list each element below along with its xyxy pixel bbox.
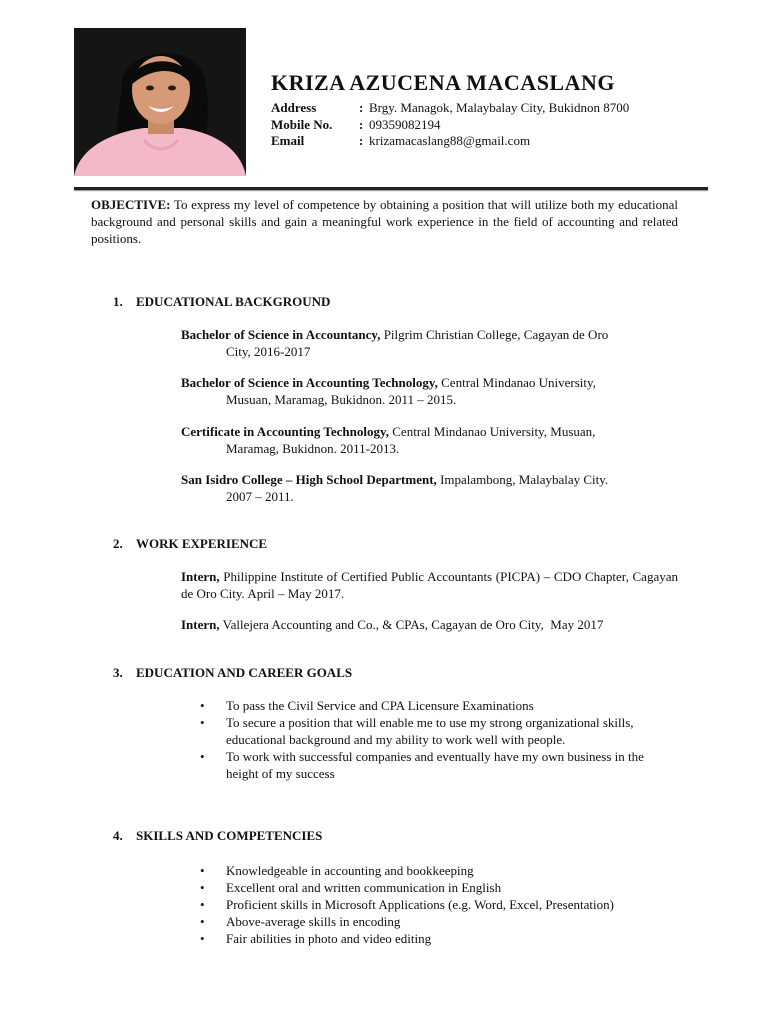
section-heading-work	[113, 536, 267, 552]
degree-name: Bachelor of Science in Accountancy,	[181, 327, 381, 342]
list-item-text: Knowledgeable in accounting and bookkeeping	[226, 863, 474, 878]
mobile-value: 09359082194	[369, 117, 441, 132]
section-title: EDUCATIONAL BACKGROUND	[136, 294, 331, 309]
work-detail: Vallejera Accounting and Co., & CPAs, Cagayan de Oro City, May 2017	[219, 617, 604, 632]
list-item	[198, 714, 678, 748]
bullet-icon: •	[200, 931, 205, 946]
skills-list	[198, 862, 678, 947]
section-heading-goals	[113, 665, 352, 681]
email-label: Email	[271, 133, 305, 148]
school-detail-cont: Musuan, Maramag, Bukidnon. 2011 – 2015.	[226, 392, 457, 407]
list-item-text: Fair abilities in photo and video editing	[226, 931, 432, 946]
list-item-text: To pass the Civil Service and CPA Licensure Examinations	[226, 698, 534, 713]
section-number: 2.	[113, 536, 123, 551]
degree-name: Certificate in Accounting Technology,	[181, 424, 389, 439]
school-detail: Central Mindanao University, Musuan,	[389, 424, 596, 439]
bullet-icon: •	[200, 914, 205, 929]
profile-photo	[74, 28, 246, 176]
objective-paragraph	[91, 196, 678, 247]
list-item-text: To secure a position that will enable me to use my strong organizational skills, educational background and my ability to work well with people.	[226, 715, 634, 747]
bullet-icon: •	[200, 749, 205, 764]
school-detail: Central Mindanao University,	[437, 375, 596, 390]
mobile-separator: :	[359, 117, 364, 132]
bullet-icon: •	[200, 698, 205, 713]
list-item	[198, 879, 678, 896]
education-entry	[181, 326, 678, 360]
work-entry	[181, 568, 678, 602]
objective-label: OBJECTIVE:	[91, 197, 171, 212]
address-value: Brgy. Managok, Malaybalay City, Bukidnon 8700	[369, 100, 630, 115]
goals-list	[198, 697, 678, 782]
education-entry	[181, 423, 678, 457]
email-value: krizamacaslang88@gmail.com	[369, 133, 531, 148]
school-detail-cont: 2007 – 2011.	[226, 489, 294, 504]
list-item	[198, 862, 678, 879]
list-item-text: Proficient skills in Microsoft Applications (e.g. Word, Excel, Presentation)	[226, 897, 614, 912]
degree-name: San Isidro College – High School Department,	[181, 472, 437, 487]
section-title: WORK EXPERIENCE	[136, 536, 268, 551]
section-title: EDUCATION AND CAREER GOALS	[136, 665, 353, 680]
objective-text: To express my level of competence by obtaining a position that will utilize both my educational background and personal skills and gain a meaningful work experience in the field of accounting and related positions.	[91, 197, 679, 246]
work-role: Intern,	[181, 569, 220, 584]
school-detail: Pilgrim Christian College, Cagayan de Oro	[380, 327, 609, 342]
address-separator: :	[359, 100, 364, 115]
education-entry	[181, 374, 678, 408]
list-item-text: Above-average skills in encoding	[226, 914, 401, 929]
degree-name: Bachelor of Science in Accounting Technology,	[181, 375, 438, 390]
address-label: Address	[271, 100, 317, 115]
applicant-name: KRIZA AZUCENA MACASLANG	[271, 70, 615, 95]
list-item	[198, 697, 678, 714]
email-separator: :	[359, 133, 364, 148]
portrait-image	[74, 28, 246, 176]
section-number: 4.	[113, 828, 123, 843]
bullet-icon: •	[200, 880, 205, 895]
bullet-icon: •	[200, 863, 205, 878]
education-entry	[181, 471, 678, 505]
list-item-text: Excellent oral and written communication in English	[226, 880, 502, 895]
list-item	[198, 930, 678, 947]
bullet-icon: •	[200, 897, 205, 912]
section-heading-education	[113, 294, 330, 310]
school-detail: Impalambong, Malaybalay City.	[436, 472, 609, 487]
list-item-text: To work with successful companies and eventually have my own business in the height of my success	[226, 749, 644, 781]
work-entry	[181, 616, 678, 633]
list-item	[198, 913, 678, 930]
work-role: Intern,	[181, 617, 220, 632]
list-item	[198, 748, 678, 782]
section-heading-skills	[113, 828, 322, 844]
work-detail: Philippine Institute of Certified Public Accountants (PICPA) – CDO Chapter, Cagayan de Oro City. April – May 2017.	[181, 569, 678, 601]
bullet-icon: •	[200, 715, 205, 730]
section-number: 1.	[113, 294, 123, 309]
section-title: SKILLS AND COMPETENCIES	[136, 828, 323, 843]
header-divider	[74, 187, 708, 190]
section-number: 3.	[113, 665, 123, 680]
list-item	[198, 896, 678, 913]
mobile-label: Mobile No.	[271, 117, 333, 132]
school-detail-cont: Maramag, Bukidnon. 2011-2013.	[226, 441, 400, 456]
school-detail-cont: City, 2016-2017	[226, 344, 311, 359]
